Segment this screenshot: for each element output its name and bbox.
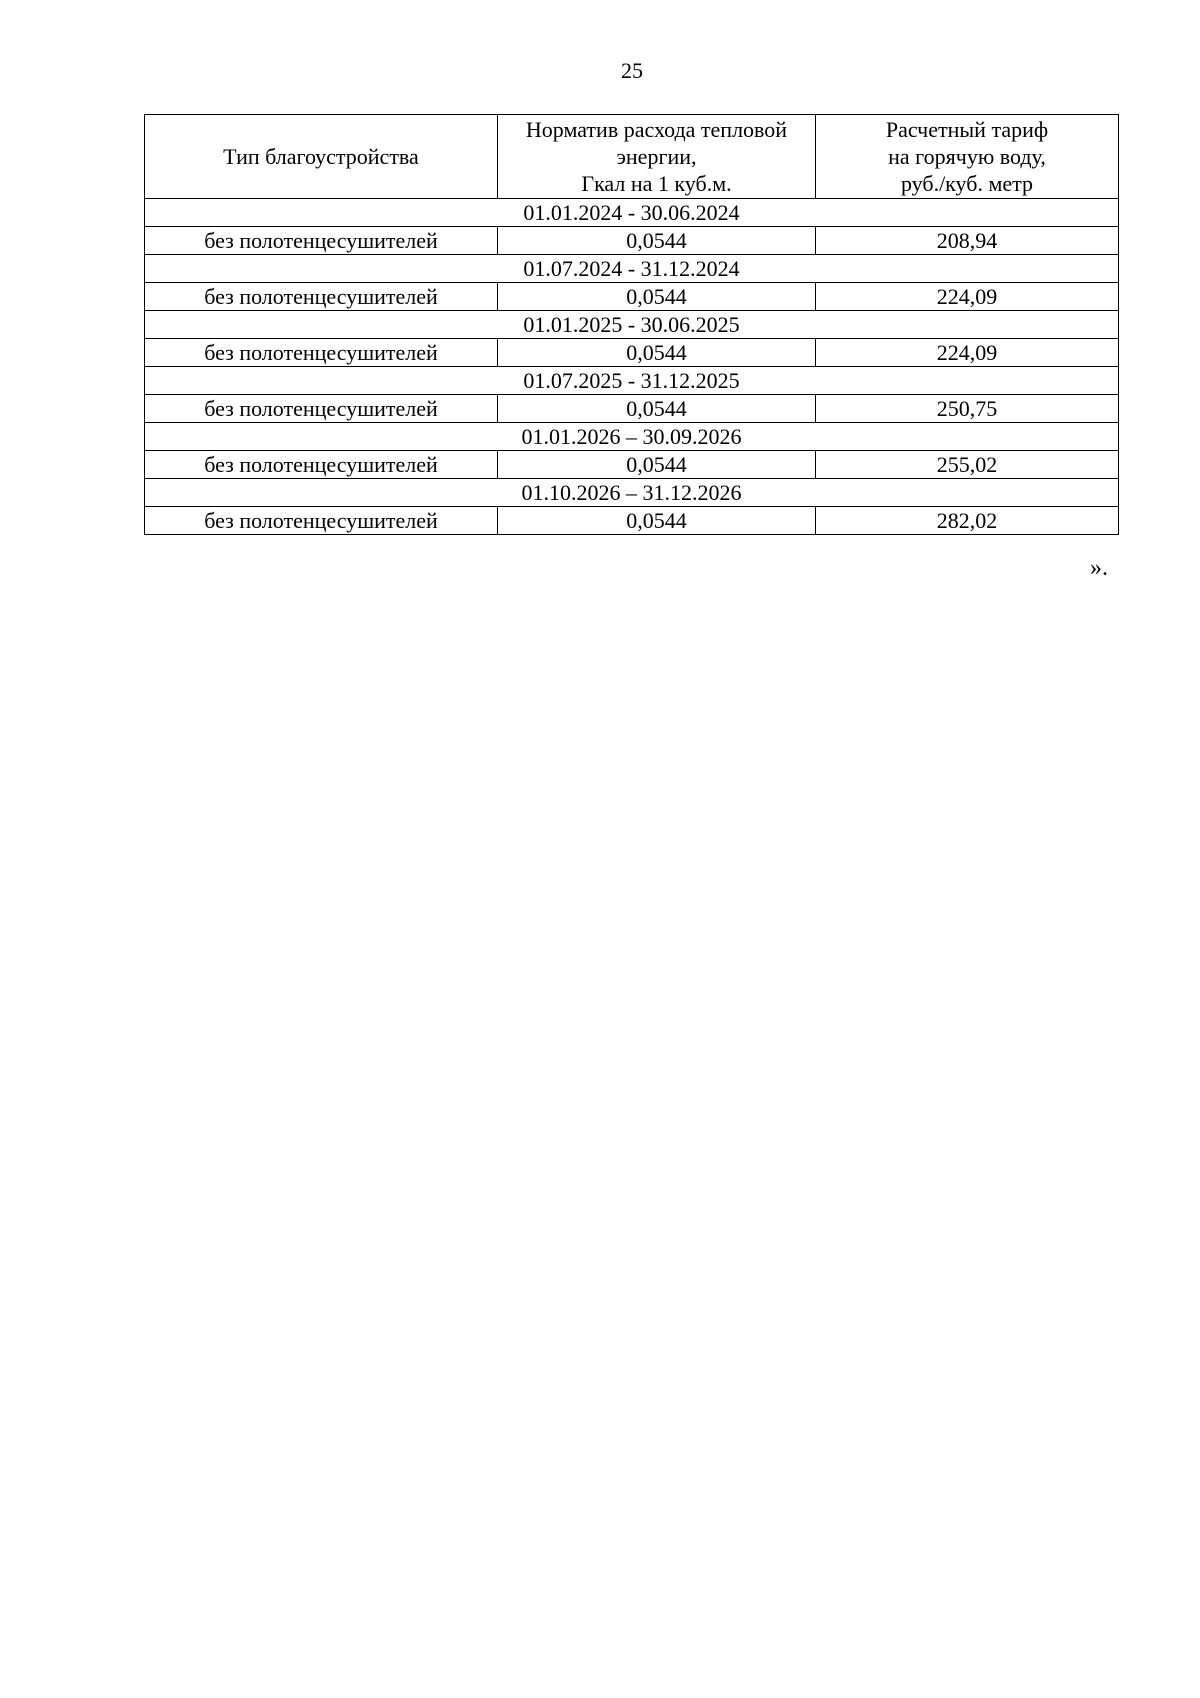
period-label: 01.01.2025 - 30.06.2025 [145,311,1119,339]
table-row [145,507,1119,535]
cell-type: без полотенцесушителей [145,283,498,311]
closing-quote-mark: ». [1090,555,1108,581]
table-row [145,339,1119,367]
cell-type: без полотенцесушителей [145,339,498,367]
cell-tariff: 255,02 [816,451,1119,479]
table-header [145,115,1119,199]
cell-norm: 0,0544 [498,507,816,535]
header-tariff-line: руб./куб. метр [900,171,1034,196]
cell-norm: 0,0544 [498,283,816,311]
period-label: 01.01.2026 – 30.09.2026 [145,423,1119,451]
period-row [145,367,1119,395]
page-number: 25 [621,58,643,83]
period-label: 01.07.2025 - 31.12.2025 [145,367,1119,395]
cell-norm: 0,0544 [498,227,816,255]
cell-norm: 0,0544 [498,451,816,479]
header-norm-line: Гкал на 1 куб.м. [581,171,732,196]
table-row [145,283,1119,311]
period-row [145,423,1119,451]
header-norm-line: энергии, [616,144,697,169]
cell-type: без полотенцесушителей [145,507,498,535]
cell-norm: 0,0544 [498,395,816,423]
period-row [145,479,1119,507]
cell-type: без полотенцесушителей [145,451,498,479]
cell-type: без полотенцесушителей [145,227,498,255]
header-tariff [816,115,1119,199]
period-label: 01.10.2026 – 31.12.2026 [145,479,1119,507]
header-norm-line: Норматив расхода тепловой [525,117,788,142]
table-row [145,451,1119,479]
cell-tariff: 250,75 [816,395,1119,423]
table-row [145,395,1119,423]
period-label: 01.01.2024 - 30.06.2024 [145,199,1119,227]
header-tariff-line: Расчетный тариф [885,117,1049,142]
period-row [145,199,1119,227]
cell-tariff: 224,09 [816,283,1119,311]
cell-tariff: 224,09 [816,339,1119,367]
period-row [145,311,1119,339]
table-row [145,227,1119,255]
cell-type: без полотенцесушителей [145,395,498,423]
cell-tariff: 282,02 [816,507,1119,535]
header-tariff-line: на горячую воду, [888,144,1046,169]
table-body [145,199,1119,535]
cell-norm: 0,0544 [498,339,816,367]
header-norm [498,115,816,199]
tariff-table [144,114,1119,535]
cell-tariff: 208,94 [816,227,1119,255]
period-label: 01.07.2024 - 31.12.2024 [145,255,1119,283]
period-row [145,255,1119,283]
header-type: Тип благоустройства [145,115,498,199]
header-row [145,115,1119,199]
